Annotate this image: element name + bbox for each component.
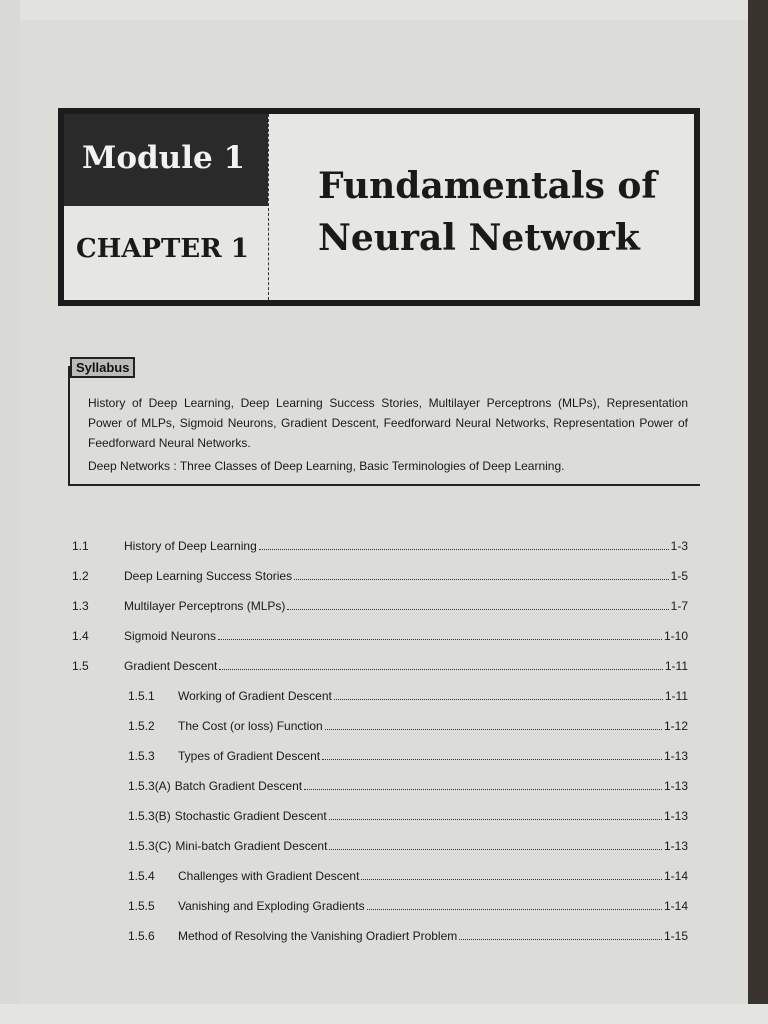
toc-entry <box>72 568 688 586</box>
toc-entry-number: 1.5.4 <box>128 869 155 883</box>
toc-entry <box>128 718 688 736</box>
toc-entry-number: 1.1 <box>72 539 89 553</box>
toc-entry <box>128 688 688 706</box>
chapter-label: CHAPTER 1 <box>76 234 249 264</box>
module-banner <box>64 114 268 206</box>
toc-entry-page: 1-12 <box>663 719 688 733</box>
toc-leader-dots <box>259 538 669 550</box>
toc-entry <box>128 928 688 946</box>
toc-entry <box>128 748 688 766</box>
syllabus-content <box>88 393 688 476</box>
toc-leader-dots <box>304 778 662 790</box>
toc-entry-number: 1.5.3 <box>128 749 155 763</box>
page-left-margin <box>0 0 20 1024</box>
toc-entry-page: 1-14 <box>663 869 688 883</box>
toc-entry <box>128 808 688 826</box>
toc-entry-page: 1-13 <box>663 809 688 823</box>
toc-entry-page: 1-13 <box>663 839 688 853</box>
toc-entry-title: Multilayer Perceptrons (MLPs) <box>124 599 286 613</box>
toc-entry-title: Working of Gradient Descent <box>178 689 332 703</box>
toc-entry-title: History of Deep Learning <box>124 539 257 553</box>
toc-entry-page: 1-3 <box>670 539 688 553</box>
toc-leader-dots <box>294 568 669 580</box>
syllabus-label: Syllabus <box>70 357 135 378</box>
chapter-title <box>318 160 657 264</box>
toc-entry-page: 1-5 <box>670 569 688 583</box>
toc-entry-title: Sigmoid Neurons <box>124 629 217 643</box>
toc-entry-number: 1.5.1 <box>128 689 155 703</box>
chapter-title-line-1: Fundamentals of <box>318 165 657 207</box>
toc-entry-title: Vanishing and Exploding Gradients <box>178 899 365 913</box>
toc-entry-number: 1.5.3(B) <box>128 809 171 823</box>
toc-leader-dots <box>329 808 662 820</box>
toc-entry-page: 1-15 <box>663 929 688 943</box>
module-label: Module 1 <box>82 140 246 176</box>
toc-entry-title: The Cost (or loss) Function <box>178 719 323 733</box>
toc-entry <box>128 898 688 916</box>
toc-entry-title: Stochastic Gradient Descent <box>174 809 327 823</box>
toc-entry-page: 1-14 <box>663 899 688 913</box>
toc-leader-dots <box>325 718 662 730</box>
syllabus-paragraph-1: History of Deep Learning, Deep Learning Success Stories, Multilayer Perceptrons (MLPs), Representation Power of MLPs, Sigmoid Neurons, Gradient Descent, Feedforward Neural Networks, Representation Power of Feedforward Neural Networks. <box>88 396 688 450</box>
toc-entry-number: 1.5.3(A) <box>128 779 171 793</box>
page-top-margin <box>0 0 768 20</box>
toc-entry-number: 1.5.5 <box>128 899 155 913</box>
toc-entry-title: Deep Learning Success Stories <box>124 569 293 583</box>
toc-entry-page: 1-10 <box>663 629 688 643</box>
toc-leader-dots <box>287 598 668 610</box>
document-page <box>20 20 748 1004</box>
toc-entry-title: Types of Gradient Descent <box>178 749 321 763</box>
toc-entry-number: 1.2 <box>72 569 89 583</box>
toc-entry <box>128 868 688 886</box>
page-right-edge <box>748 0 768 1024</box>
page-bottom-margin <box>0 1004 768 1024</box>
toc-leader-dots <box>218 628 662 640</box>
toc-entry-title: Batch Gradient Descent <box>174 779 303 793</box>
toc-leader-dots <box>459 928 662 940</box>
toc-entry <box>128 778 688 796</box>
toc-entry-title: Method of Resolving the Vanishing Oradiert Problem <box>178 929 458 943</box>
toc-entry <box>128 838 688 856</box>
toc-leader-dots <box>367 898 662 910</box>
toc-entry-title: Mini-batch Gradient Descent <box>175 839 328 853</box>
toc-entry-title: Challenges with Gradient Descent <box>178 869 360 883</box>
toc-entry <box>72 538 688 556</box>
toc-leader-dots <box>361 868 662 880</box>
toc-leader-dots <box>322 748 662 760</box>
toc-entry-page: 1-13 <box>663 749 688 763</box>
toc-entry <box>72 628 688 646</box>
syllabus-paragraph-2: Deep Networks : Three Classes of Deep Learning, Basic Terminologies of Deep Learning. <box>88 459 565 473</box>
toc-entry-page: 1-11 <box>664 659 688 673</box>
toc-entry-number: 1.5 <box>72 659 89 673</box>
toc-entry-page: 1-13 <box>663 779 688 793</box>
toc-leader-dots <box>219 658 662 670</box>
toc-entry-number: 1.4 <box>72 629 89 643</box>
toc-entry-page: 1-11 <box>664 689 688 703</box>
toc-entry-page: 1-7 <box>670 599 688 613</box>
toc-entry-title: Gradient Descent <box>124 659 218 673</box>
toc-entry-number: 1.5.2 <box>128 719 155 733</box>
toc-entry-number: 1.5.3(C) <box>128 839 172 853</box>
toc-entry-number: 1.3 <box>72 599 89 613</box>
chapter-header-box <box>58 108 700 306</box>
toc-entry <box>72 658 688 676</box>
toc-entry-number: 1.5.6 <box>128 929 155 943</box>
header-left-panel <box>64 114 269 300</box>
toc-leader-dots <box>334 688 663 700</box>
toc-entry <box>72 598 688 616</box>
toc-leader-dots <box>329 838 662 850</box>
chapter-title-line-2: Neural Network <box>318 217 640 259</box>
